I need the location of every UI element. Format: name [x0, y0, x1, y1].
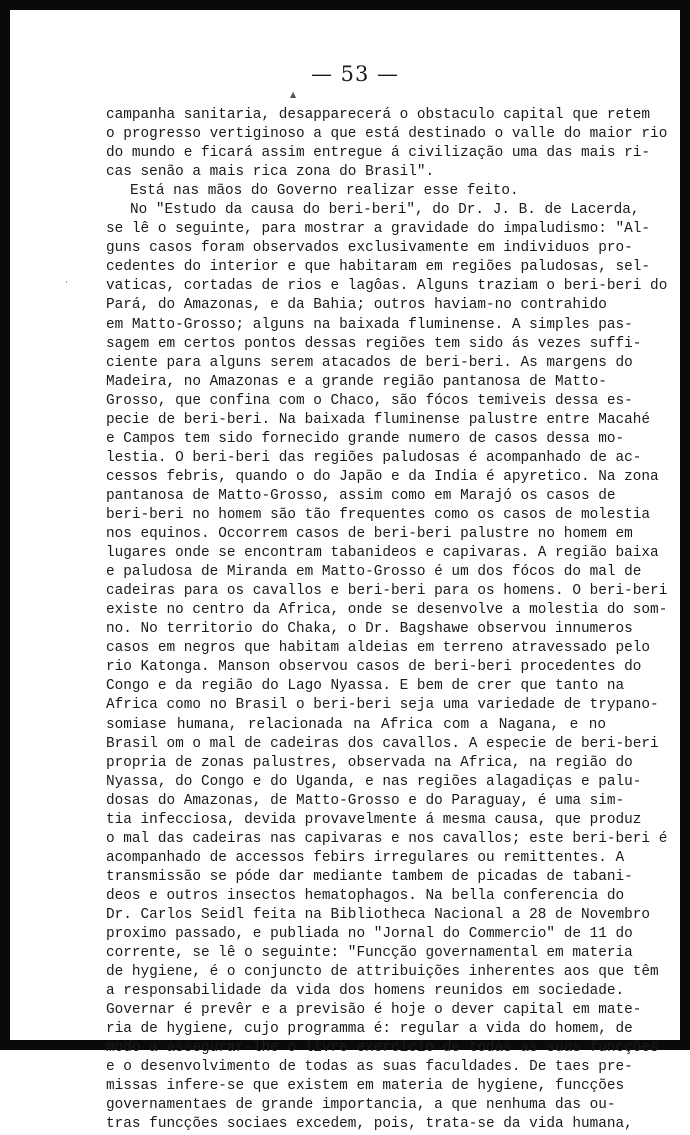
body-text	[106, 106, 668, 1135]
text-line: casos em negros que habitam aldeias em terreno atravessado pelo	[106, 640, 651, 657]
text-line: No "Estudo da causa do beri-beri", do Dr. J. B. de Lacerda,	[130, 202, 640, 219]
text-line: Governar é prevêr e a previsão é hoje o dever capital em mate-	[106, 1002, 642, 1019]
text-line: campanha sanitaria, desapparecerá o obstaculo capital que retem	[106, 107, 651, 123]
text-line: lestia. O beri-beri das regiões paludosas é acompanhado de ac-	[106, 449, 642, 466]
text-line: guns casos foram observados exclusivamente em individuos pro-	[106, 240, 633, 257]
text-line: lugares onde se encontram tabanideos e capivaras. A região baixa	[106, 545, 659, 562]
text-line: Está nas mãos do Governo realizar esse feito.	[130, 183, 519, 200]
text-line: pantanosa de Matto-Grosso, assim como em Marajó os casos de	[106, 487, 616, 504]
text-line: Nyassa, do Congo e do Uganda, e nas regiões alagadiças e palu-	[106, 773, 642, 790]
text-line: corrente, se lê o seguinte: "Funcção governamental em materia	[106, 945, 633, 962]
text-line: Dr. Carlos Seidl feita na Bibliotheca Nacional a 28 de Novembro	[106, 906, 651, 923]
text-line: modo a assegurar-lhe o livre exercicio de todas as suas funcções	[106, 1040, 659, 1057]
text-line: ciente para alguns serem atacados de beri-beri. As margens do	[106, 354, 633, 371]
text-line: governamentaes de grande importancia, a que nenhuma das ou-	[106, 1097, 616, 1114]
text-line: e o desenvolvimento de todas as suas faculdades. De taes pre-	[106, 1059, 633, 1076]
text-line: pecie de beri-beri. Na baixada fluminense palustre entre Macahé	[106, 411, 651, 428]
margin-smudge-mark: ·	[65, 278, 68, 288]
text-line: beri-beri no homem são tão frequentes como os casos de molestia	[106, 506, 651, 523]
text-line: propria de zonas palustres, observada na Africa, na região do	[106, 754, 633, 771]
text-line: missas infere-se que existem em materia de hygiene, funcções	[106, 1078, 625, 1095]
text-line: Madeira, no Amazonas e a grande região pantanosa de Matto-	[106, 373, 607, 390]
text-line: nos equinos. Occorrem casos de beri-beri palustre no homem em	[106, 526, 633, 543]
text-line: rio Katonga. Manson observou casos de beri-beri procedentes do	[106, 659, 642, 676]
text-line: em Matto-Grosso; alguns na baixada fluminense. A simples pas-	[106, 316, 633, 333]
text-line: Pará, do Amazonas, e da Bahia; outros haviam-no contrahido	[106, 297, 607, 314]
text-line: ria de hygiene, cujo programma é: regular a vida do homem, de	[106, 1021, 633, 1038]
text-line: deos e outros insectos hematophagos. Na bella conferencia do	[106, 887, 625, 904]
ink-speck-mark: ▲	[290, 90, 297, 99]
text-line: Africa como no Brasil o beri-beri seja uma variedade de trypano-	[106, 697, 659, 714]
text-line: cedentes do interior e que habitaram em regiões paludosas, sel-	[106, 259, 651, 276]
text-line: de hygiene, é o conjuncto de attribuições inherentes aos que têm	[106, 964, 659, 981]
text-line: no. No territorio do Chaka, o Dr. Bagshawe observou innumeros	[106, 621, 633, 638]
text-line: se lê o seguinte, para mostrar a gravidade do impaludismo: "Al-	[106, 221, 651, 238]
text-line: cadeiras para os cavallos e beri-beri para os homens. O beri-beri	[106, 583, 668, 600]
text-line: cas senão a mais rica zona do Brasil".	[106, 164, 435, 181]
page-number: — 53 —	[310, 62, 400, 86]
text-line: do mundo e ficará assim entregue á civilização uma das mais ri-	[106, 145, 651, 162]
text-line: a responsabilidade da vida dos homens reunidos em sociedade.	[106, 983, 625, 1000]
text-line: sagem em certos pontos dessas regiões tem sido ás vezes suffi-	[106, 335, 642, 352]
text-line: transmissão se póde dar mediante tambem de picadas de tabani-	[106, 868, 633, 885]
text-line: Brasil om o mal de cadeiras dos cavallos. A especie de beri-beri	[106, 735, 659, 752]
text-line: vaticas, cortadas de rios e lagôas. Alguns traziam o beri-beri do	[106, 278, 668, 295]
text-line: o progresso vertiginoso a que está destinado o valle do maior rio	[106, 126, 668, 143]
text-line: tia infecciosa, devida provavelmente á mesma causa, que produz	[106, 811, 642, 828]
text-line: Grosso, que confina com o Chaco, são fócos temiveis dessa es-	[106, 392, 633, 409]
text-line: e Campos tem sido fornecido grande numero de casos dessa mo-	[106, 430, 625, 447]
text-line: existe no centro da Africa, onde se desenvolve a molestia do som-	[106, 602, 668, 619]
text-line: tras funcções sociaes excedem, pois, trata-se da vida humana,	[106, 1116, 633, 1133]
text-line: cessos febris, quando o do Japão e da India é apyretico. Na zona	[106, 468, 659, 485]
text-line: e paludosa de Miranda em Matto-Grosso é um dos fócos do mal de	[106, 564, 642, 581]
text-line: proximo passado, e publiada no "Jornal do Commercio" de 11 do	[106, 926, 633, 943]
text-line: o mal das cadeiras nas capivaras e nos cavallos; este beri-beri é	[106, 830, 668, 847]
text-line: acompanhado de accessos febirs irregulares ou remittentes. A	[106, 849, 625, 866]
text-line: somiase humana, relacionada na Africa com a Nagana, e no	[106, 716, 606, 733]
text-line: Congo e da região do Lago Nyassa. E bem de crer que tanto na	[106, 678, 625, 695]
text-line: dosas do Amazonas, de Matto-Grosso e do Paraguay, é uma sim-	[106, 792, 625, 809]
